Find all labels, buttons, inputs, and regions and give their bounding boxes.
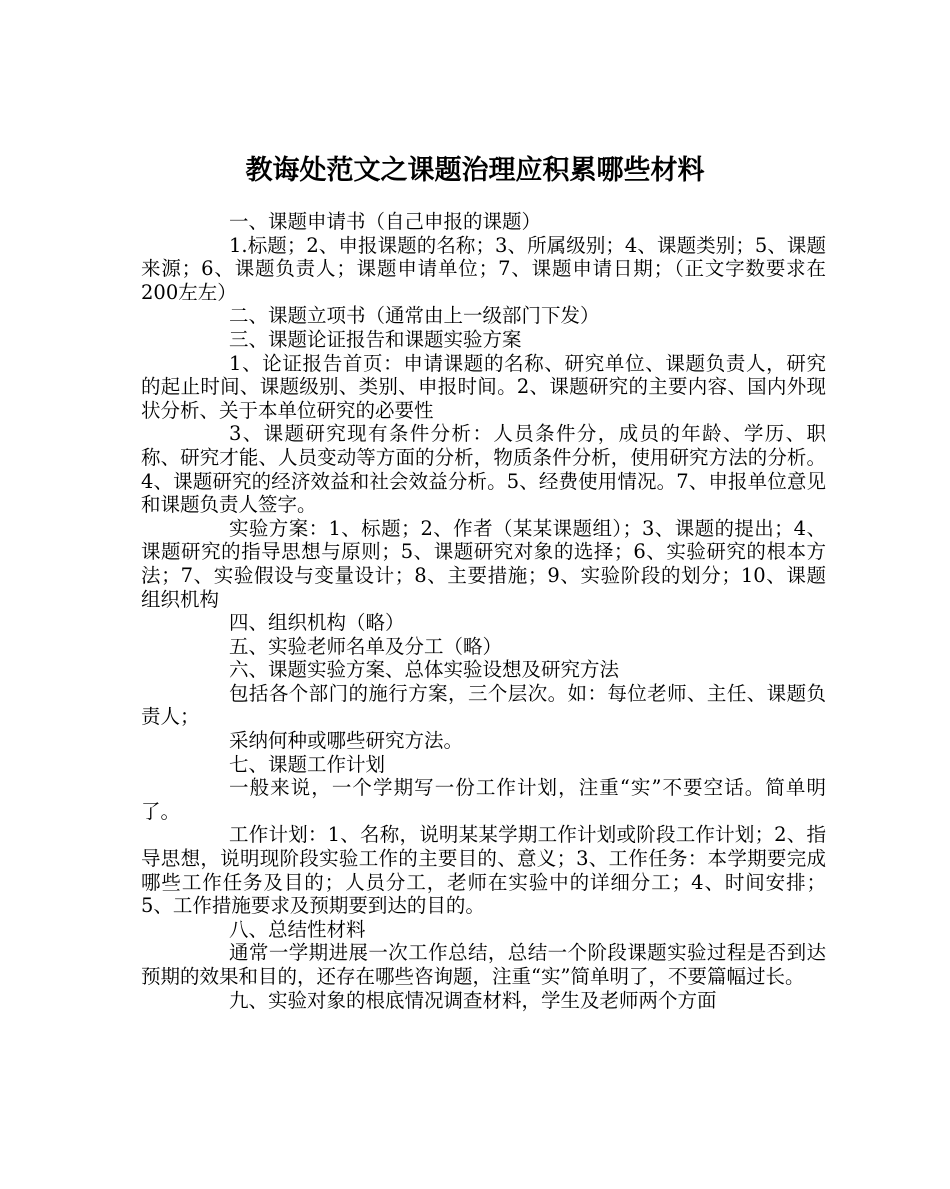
paragraph: 3、课题研究现有条件分析：人员条件分，成员的年龄、学历、职称、研究才能、人员变动等方面的分析，物质条件分析，使用研究方法的分析。4、课题研究的经济效益和社会效益分析。5、经费使用情况。7、申报单位意见和课题负责人签字。 <box>141 422 826 517</box>
paragraph: 采纳何种或哪些研究方法。 <box>229 729 464 753</box>
paragraph: 通常一学期进展一次工作总结，总结一个阶段课题实验过程是否到达预期的效果和目的，还存在哪些咨询题，注重“实”简单明了，不要篇幅过长。 <box>141 941 826 988</box>
paragraph: 六、课题实验方案、总体实验设想及研究方法 <box>229 658 620 682</box>
paragraph: 三、课题论证报告和课题实验方案 <box>229 327 522 351</box>
paragraph: 实验方案：1、标题；2、作者（某某课题组）；3、课题的提出；4、课题研究的指导思想与原则；5、课题研究对象的选择；6、实验研究的根本方法；7、实验假设与变量设计；8、主要措施；9、实验阶段的划分；10、课题组织机构 <box>141 516 826 611</box>
paragraph: 七、课题工作计划 <box>229 752 386 776</box>
document-body <box>141 210 826 1012</box>
paragraph: 1、论证报告首页：申请课题的名称、研究单位、课题负责人，研究的起止时间、课题级别、类别、申报时间。2、课题研究的主要内容、国内外现状分析、关于本单位研究的必要性 <box>141 351 826 422</box>
paragraph: 工作计划：1、名称，说明某某学期工作计划或阶段工作计划；2、指导思想，说明现阶段实验工作的主要目的、意义；3、工作任务：本学期要完成哪些工作任务及目的；人员分工，老师在实验中的详细分工；4、时间安排；5、工作措施要求及预期要到达的目的。 <box>141 823 826 918</box>
paragraph: 二、课题立项书（通常由上一级部门下发） <box>229 304 600 328</box>
document-title: 教诲处范文之课题治理应积累哪些材料 <box>245 155 705 187</box>
paragraph: 五、实验老师名单及分工（略） <box>229 634 503 658</box>
paragraph: 四、组织机构（略） <box>229 611 405 635</box>
paragraph: 九、实验对象的根底情况调查材料，学生及老师两个方面 <box>229 988 717 1012</box>
paragraph: 包括各个部门的施行方案，三个层次。如：每位老师、主任、课题负责人； <box>141 681 826 729</box>
paragraph: 一般来说，一个学期写一份工作计划，注重“实”不要空话。简单明了。 <box>141 776 826 823</box>
paragraph: 一、课题申请书（自己申报的课题） <box>229 210 542 233</box>
paragraph: 1.标题；2、申报课题的名称；3、所属级别；4、课题类别；5、课题来源；6、课题负责人；课题申请单位；7、课题申请日期；（正文字数要求在200左左） <box>141 233 826 304</box>
paragraph: 八、总结性材料 <box>229 917 366 941</box>
